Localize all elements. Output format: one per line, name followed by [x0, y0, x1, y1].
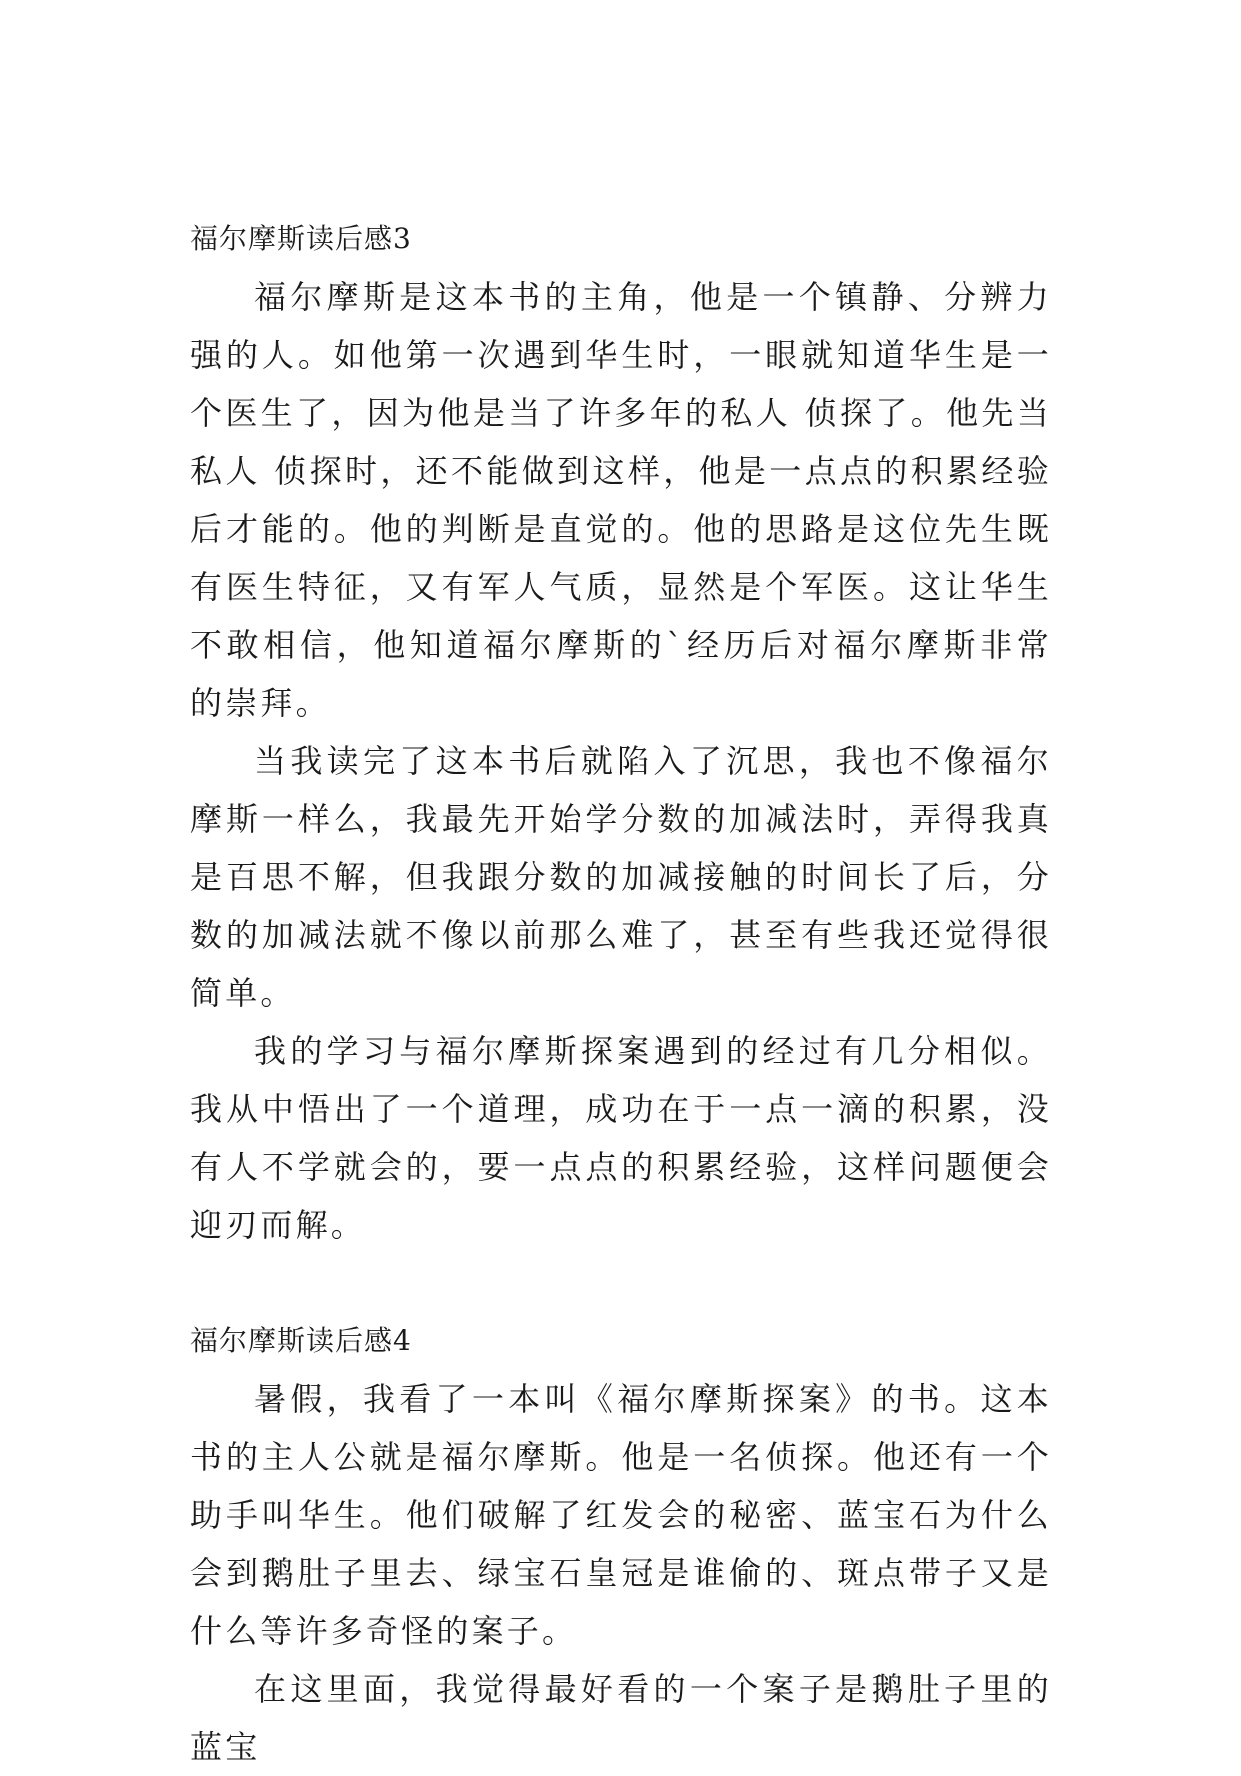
paragraph: 福尔摩斯是这本书的主角，他是一个镇静、分辨力强的人。如他第一次遇到华生时，一眼就知道华生是一个医生了，因为他是当了许多年的私人 侦探了。他先当私人 侦探时，还不能做到这样，他是一点点的积累经验后才能的。他的判断是直觉的。他的思路是这位先生既有医生特征，又有军人气质，显然是个军医。这让华生不敢相信，他知道福尔摩斯的`经历后对福尔摩斯非常的崇拜。 — [190, 278, 1052, 722]
paragraph: 我的学习与福尔摩斯探案遇到的经过有几分相似。我从中悟出了一个道理，成功在于一点一滴的积累，没有人不学就会的，要一点点的积累经验，这样问题便会迎刃而解。 — [190, 1032, 1052, 1244]
paragraph: 在这里面，我觉得最好看的一个案子是鹅肚子里的蓝宝 — [190, 1670, 1052, 1766]
section-gap — [190, 1254, 1052, 1312]
section-3 — [190, 210, 1052, 1254]
section-title: 福尔摩斯读后感4 — [190, 1324, 412, 1357]
paragraph: 暑假，我看了一本叫《福尔摩斯探案》的书。这本书的主人公就是福尔摩斯。他是一名侦探。他还有一个助手叫华生。他们破解了红发会的秘密、蓝宝石为什么会到鹅肚子里去、绿宝石皇冠是谁偷的、斑点带子又是什么等许多奇怪的案子。 — [190, 1380, 1052, 1650]
section-title: 福尔摩斯读后感3 — [190, 222, 412, 255]
section-4 — [190, 1312, 1052, 1776]
paragraph: 当我读完了这本书后就陷入了沉思，我也不像福尔摩斯一样么，我最先开始学分数的加减法时，弄得我真是百思不解，但我跟分数的加减接触的时间长了后，分数的加减法就不像以前那么难了，甚至有些我还觉得很简单。 — [190, 742, 1052, 1012]
document-page — [190, 210, 1052, 1776]
